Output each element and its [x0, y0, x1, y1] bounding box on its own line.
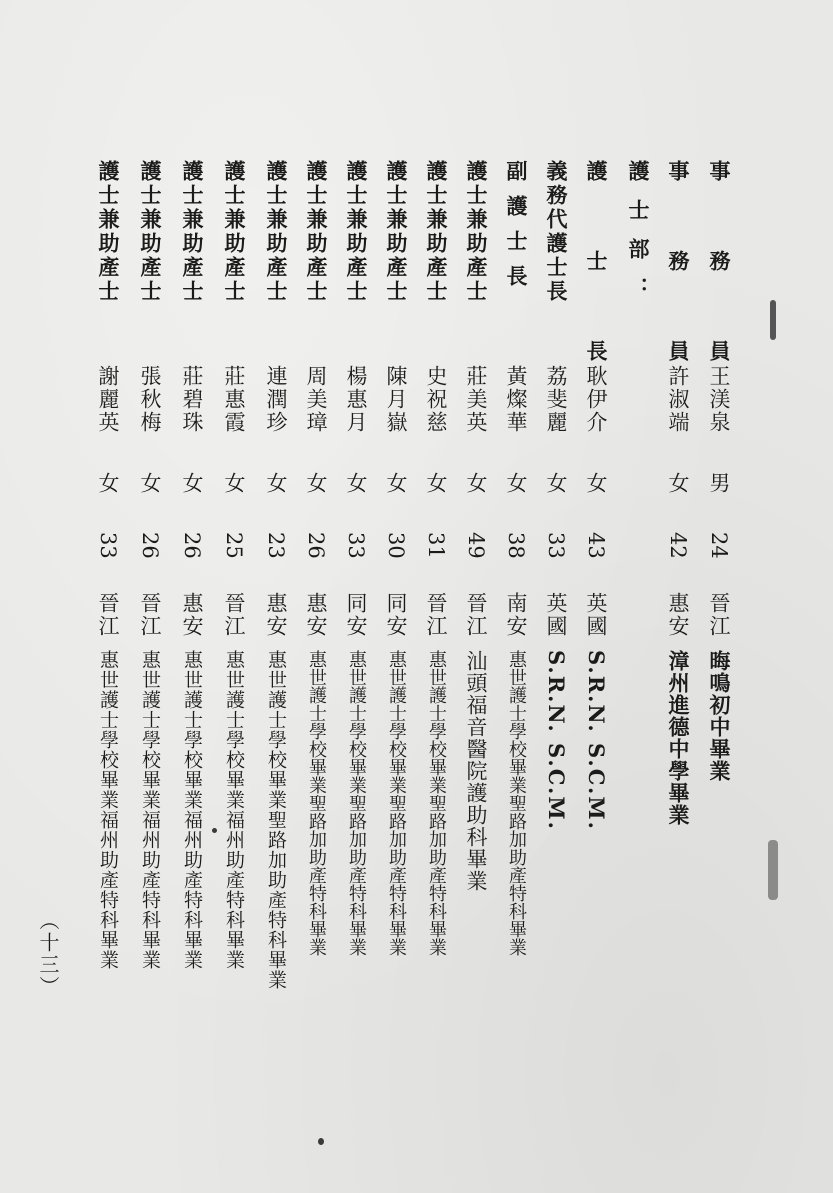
- sex: 女: [504, 472, 528, 493]
- sex: 女: [384, 472, 408, 493]
- origin: 晉江: [222, 592, 246, 638]
- education: 惠世護士學校畢業福州助產特科畢業: [97, 650, 119, 970]
- role: 護士兼助產士: [464, 160, 489, 304]
- origin: 晉江: [138, 592, 162, 638]
- education: S.R.N. S.C.M.: [584, 650, 609, 831]
- education: 惠世護士學校畢業福州助產特科畢業: [223, 650, 245, 970]
- role: 護士兼助產士: [264, 160, 289, 304]
- role: 護士兼助產士: [304, 160, 329, 304]
- section-title: 護士部：: [626, 160, 651, 316]
- sex: 女: [180, 472, 204, 493]
- sex: 女: [138, 472, 162, 493]
- age: 24: [707, 532, 731, 559]
- role: 護士兼助產士: [180, 160, 205, 304]
- origin: 同安: [344, 592, 368, 638]
- name: 王渼泉: [707, 365, 731, 434]
- staff-column: [132, 0, 168, 1193]
- staff-column: [298, 0, 334, 1193]
- education: 惠世護士學校畢業福州助產特科畢業: [181, 650, 203, 970]
- sex: 女: [464, 472, 488, 493]
- role: 護士兼助產士: [344, 160, 369, 304]
- education: 惠世護士學校畢業聖路加助產特科畢業: [386, 650, 407, 956]
- sex: 女: [264, 472, 288, 493]
- name: 耿伊介: [584, 365, 608, 434]
- scan-speck: [318, 1138, 324, 1145]
- origin: 英國: [584, 592, 608, 638]
- age: 33: [344, 532, 368, 559]
- education: 惠世護士學校畢業福州助產特科畢業: [139, 650, 161, 970]
- staff-column: [660, 0, 696, 1193]
- sex: 女: [544, 472, 568, 493]
- origin: 同安: [384, 592, 408, 638]
- education: 漳州進德中學畢業: [666, 650, 691, 826]
- staff-column: [418, 0, 454, 1193]
- age: 26: [180, 532, 204, 559]
- role: 護 士 長: [584, 160, 609, 383]
- origin: 惠安: [180, 592, 204, 638]
- role: 護士兼助產士: [96, 160, 121, 304]
- staff-column: [378, 0, 414, 1193]
- staff-column: [338, 0, 374, 1193]
- education: 惠世護士學校畢業聖路加助產特科畢業: [346, 650, 367, 956]
- role: 事 務 員: [666, 160, 691, 383]
- origin: 惠安: [264, 592, 288, 638]
- role: 事 務 員: [707, 160, 732, 383]
- staff-column: [258, 0, 294, 1193]
- age: 30: [384, 532, 408, 559]
- scan-speck: [770, 300, 776, 340]
- role: 護士兼助產士: [424, 160, 449, 304]
- age: 31: [424, 532, 448, 559]
- age: 38: [504, 532, 528, 559]
- name: 荔斐麗: [544, 365, 568, 434]
- education: 惠世護士學校畢業聖路加助產特科畢業: [306, 650, 327, 956]
- name: 許淑端: [666, 365, 690, 434]
- education: 惠世護士學校畢業聖路加助產特科畢業: [506, 650, 527, 956]
- role: 副護士長: [504, 160, 529, 300]
- scan-speck: [768, 840, 778, 900]
- education: 惠世護士學校畢業聖路加助產特科畢業: [265, 650, 287, 990]
- origin: 惠安: [666, 592, 690, 638]
- role: 護士兼助產士: [384, 160, 409, 304]
- staff-column: [498, 0, 534, 1193]
- age: 33: [96, 532, 120, 559]
- role: 護士兼助產士: [138, 160, 163, 304]
- sex: 女: [424, 472, 448, 493]
- origin: 英國: [544, 592, 568, 638]
- education: S.R.N. S.C.M.: [544, 650, 569, 831]
- name: 連潤珍: [264, 365, 288, 434]
- role: 護士兼助產士: [222, 160, 247, 304]
- name: 陳月嶽: [384, 365, 408, 434]
- origin: 惠安: [304, 592, 328, 638]
- age: 26: [304, 532, 328, 559]
- staff-column: [174, 0, 210, 1193]
- sex: 女: [222, 472, 246, 493]
- origin: 晉江: [464, 592, 488, 638]
- name: 張秋梅: [138, 365, 162, 434]
- name: 史祝慈: [424, 365, 448, 434]
- age: 33: [544, 532, 568, 559]
- sex: 男: [707, 472, 731, 493]
- age: 23: [264, 532, 288, 559]
- page-number: （十三）: [36, 910, 60, 998]
- name: 謝麗英: [96, 365, 120, 434]
- name: 周美璋: [304, 365, 328, 434]
- education: 汕頭福音醫院護助科畢業: [464, 650, 488, 892]
- education: 惠世護士學校畢業聖路加助產特科畢業: [426, 650, 447, 956]
- staff-column: [216, 0, 252, 1193]
- age: 42: [666, 532, 690, 559]
- sex: 女: [344, 472, 368, 493]
- age: 49: [464, 532, 488, 559]
- sex: 女: [666, 472, 690, 493]
- sex: 女: [304, 472, 328, 493]
- age: 26: [138, 532, 162, 559]
- sex: 女: [584, 472, 608, 493]
- origin: 晉江: [424, 592, 448, 638]
- origin: 晉江: [96, 592, 120, 638]
- sex: 女: [96, 472, 120, 493]
- name: 楊惠月: [344, 365, 368, 434]
- staff-column: [701, 0, 737, 1193]
- origin: 南安: [504, 592, 528, 638]
- name: 莊惠霞: [222, 365, 246, 434]
- staff-column: [578, 0, 614, 1193]
- role: 義務代護士長: [544, 160, 569, 304]
- staff-column: [538, 0, 574, 1193]
- name: 莊碧珠: [180, 365, 204, 434]
- age: 25: [222, 532, 246, 559]
- scan-speck: [212, 828, 217, 833]
- age: 43: [584, 532, 608, 559]
- staff-column: [458, 0, 494, 1193]
- staff-column: [90, 0, 126, 1193]
- name: 黃燦華: [504, 365, 528, 434]
- name: 莊美英: [464, 365, 488, 434]
- education: 晦鳴初中畢業: [707, 650, 732, 782]
- origin: 晉江: [707, 592, 731, 638]
